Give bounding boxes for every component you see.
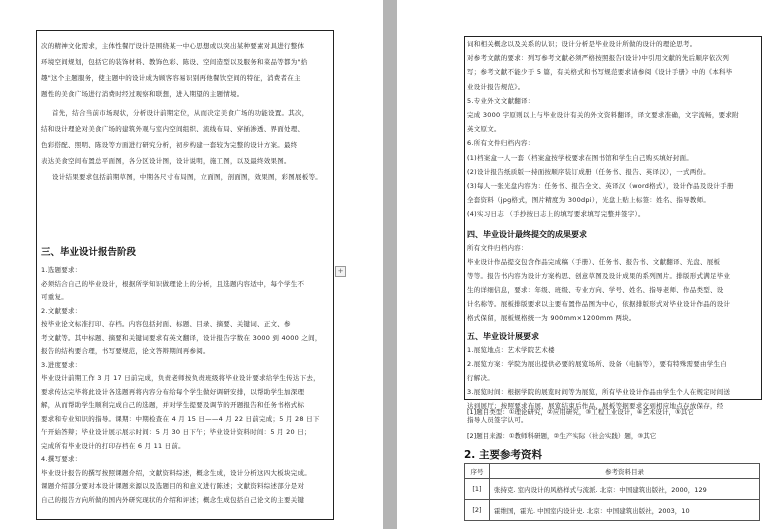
body-text-line: 英文原文。 bbox=[467, 125, 501, 134]
table-header-num: 序号 bbox=[465, 464, 490, 479]
body-text-line: 对参考文献的要求：列写参考文献必须严格按照报告(设计)中引用文献的先后顺序依次列 bbox=[467, 54, 730, 63]
body-text-line: 行解决。 bbox=[467, 373, 494, 382]
table-row bbox=[465, 479, 760, 500]
body-text-line: 1.展览地点：艺术学院艺术楼 bbox=[467, 345, 555, 354]
table-header-row bbox=[465, 464, 760, 479]
body-text-line: 要求传达完毕将此设计各选题再将内容分布给每个学生做好调研安排，以帮助学生加深理 bbox=[41, 387, 305, 396]
document-page-left bbox=[0, 0, 383, 529]
body-text-line: 考文献等。其中标题、摘要和关键词要求有英文翻译，设计报告字数在 3000 到 4000 之间， bbox=[41, 333, 322, 342]
body-text-line: 必须结合自己的毕业设计，根据所学知识做理论上的分析，且选题内容适中，每个学生不 bbox=[41, 279, 305, 288]
table-header-title: 参考资料目录 bbox=[490, 464, 760, 479]
body-text-line: 格式保留，展板规格统一为 900mm×1200mm 两块。 bbox=[467, 313, 636, 322]
body-text-line: 5.专业外文文献翻译： bbox=[467, 96, 535, 105]
body-text-line: 词和相关概念以及关系的认识；设计分析是毕业设计所做的设计的理论思考。 bbox=[467, 40, 697, 48]
option-topic-type: [1]题目类型：①理论研究，②应用研究，③工程工业设计，④艺术设计，⑤其它 bbox=[467, 408, 694, 416]
body-text-line: 午开始答辩；毕业设计展示展示时间：5 月 30 日下午；毕业设计资料时间：5 月 20 日； bbox=[41, 428, 311, 436]
body-text-line: 完成 3000 字原则以上与毕业设计有关的外文资料翻译，译文要求准确，文字流畅，要求附 bbox=[467, 111, 739, 119]
body-text-line: 按毕业论文标准打印、存档。内容包括封面、标题、目录、摘要、关键词、正文、参 bbox=[41, 320, 291, 328]
body-text-line: 1.选题要求： bbox=[41, 266, 82, 274]
body-text-line: 毕业设计前期工作 3 月 17 日前完成，负责老师按负责班级将毕业设计要求给学生传达下去， bbox=[41, 374, 320, 382]
body-text-line: 自己的报告方向所做的国内外研究现状的介绍和评述；概念生成包括自己论文的主要关键 bbox=[41, 495, 305, 504]
body-text-line: 结和设计理论对美食广场的建筑外观与室内空间组织、流线布局、穿插渗透、界面处理、 bbox=[41, 125, 305, 133]
body-text-line: 首先，结合当前市场现状，分析设计前期定位，从而决定美食广场的功能设置。其次， bbox=[52, 109, 309, 117]
body-text-line: 设计结果要求包括前期草图，中期各尺寸布局图，立面图，剖面图，效果图，彩图展板等。 bbox=[52, 173, 322, 181]
page-expand-handle[interactable]: + bbox=[335, 266, 346, 277]
body-text-line: 环境空间规划，包括它的装饰材料、教饰色彩、陈设、空间造型以及服务和菜品等都为"拾 bbox=[41, 58, 308, 66]
body-text-line: 解，从而帮助学生顺利完成自己的选题，并对学生提要及调节的开题报告和任务书格式标 bbox=[41, 401, 305, 409]
ref-num: [2] bbox=[465, 500, 490, 521]
section-heading: 五、毕业设计展要求 bbox=[467, 331, 539, 341]
document-page-right bbox=[397, 0, 780, 529]
body-text-line: 2.展览方案：学院为展出提供必要的展览场所、设备（电脑等），要有特殊需要由学生自 bbox=[467, 359, 727, 368]
option-topic-source: [2]题目来源：①教师科研题，②生产实际（社会实践）题，③其它 bbox=[467, 432, 657, 440]
section-heading: 三、毕业设计报告阶段 bbox=[41, 247, 137, 258]
body-text-line: 毕业设计作品提交包含作品完成稿（手册）、任务书、报告书、文献翻译、光盘、展板 bbox=[467, 257, 721, 266]
body-text-line: 题性的美食广场进行消费时经过观察和联想，进入期望的主题情境。 bbox=[41, 90, 244, 98]
references-heading: 2. 主要参考资料 bbox=[464, 449, 542, 461]
page-gap bbox=[383, 0, 397, 529]
body-text-line: 2.文献要求： bbox=[41, 306, 82, 315]
ref-num: [1] bbox=[465, 479, 490, 500]
body-text-line: (1)档案盒一人一套（档案盒按学校要求在图书馆和学生自己购买填好封面。 bbox=[467, 153, 693, 162]
body-text-line: 3.展览时间：根据学院的展览时间等为展览，所有毕业设计作品由学生个人在规定时间送 bbox=[467, 387, 731, 396]
body-text-line: (2)设计报告纸质版一持面按顺序装订成册（任务书、报告、英译汉），一式两份。 bbox=[467, 167, 710, 176]
body-text-line: (3)每人一张光盘内容为：任务书、报告全文、英译汉（word格式），设计作品及设计手册 bbox=[467, 182, 734, 190]
body-text-line: 指导人员签字认可。 bbox=[467, 415, 528, 424]
body-text-line: 所有文件归档内容： bbox=[467, 243, 528, 252]
body-text-line: 完成所有毕业设计的打印存档在 6 月 11 日前。 bbox=[41, 441, 185, 450]
body-text-line: 要求和专业知识的指导。课期：中期检查在 4 月 15 日——4 月 22 日前完成；5 月 28 日下 bbox=[41, 414, 320, 423]
body-text-line: 生的详细信息，要求：年级、班级、专业方向、学号、姓名、指导老师、作品类型、设 bbox=[467, 285, 724, 294]
body-text-line: 毕业设计报告的撰写按照课题介绍，文献资料综述，概念生成，设计分析这四大板块完成。 bbox=[41, 468, 311, 477]
body-text-line: (4)实习日志 （手抄按日志上的填写要求填写完整并签字）。 bbox=[467, 210, 645, 219]
body-text-line: 报告的结构要合理，书写要规范，论文答辩期间再参阅。 bbox=[41, 347, 210, 355]
body-text-line: 达到展厅；按照要求布展，展览结束后作品、展板等据要求交到相应地点存放保存，经 bbox=[467, 401, 724, 410]
references-table bbox=[464, 463, 760, 521]
body-text-line: 6.所有文件归档内容： bbox=[467, 139, 535, 148]
body-text-line: 3.进度要求： bbox=[41, 360, 82, 369]
body-text-line: 计名称等。展板排版要求以主要布置作品图为中心，依据排版形式对毕业设计作品的设计 bbox=[467, 299, 731, 308]
body-text-line: 色彩搭配、照明、陈设等方面进行研究分析，初步构建一套较为完整的设计方案。最终 bbox=[41, 141, 298, 149]
section-heading: 四、毕业设计最终提交的成果要求 bbox=[467, 229, 587, 239]
body-text-line: 表达美食空间布置总平面图，各分区设计图，设计说明，施工图，以及最终效果图。 bbox=[41, 157, 291, 165]
body-text-line: 课题介绍部分要对本设计课题来源以及选题目的和意义进行陈述；文献资料综述部分是对 bbox=[41, 482, 305, 490]
body-text-line: 4.撰写要求： bbox=[41, 455, 82, 463]
ref-text: 霍维国，霍光. 中国室内设计史. 北京：中国建筑出版社，2003，10 bbox=[490, 500, 760, 521]
body-text-line: 业设计报告规范》。 bbox=[467, 82, 525, 91]
table-row bbox=[465, 500, 760, 521]
body-text-line: 全套资料（jpg格式，图片精度为 300dpi），光盘上贴上标签：姓名、指导教师。 bbox=[467, 196, 711, 205]
body-text-line: 趣"这个主题服务，使主题中的设计成为顾客容易识别再他餐饮空间的特征，消费者在主 bbox=[41, 74, 301, 82]
ref-text: 张持克. 室内设计的风格样式与流派. 北京：中国建筑出版社，2000，129 bbox=[490, 479, 760, 500]
body-text-line: 等等。报告书内容为设计方案构思、创意草图及设计成果的系列图片。排版形式满足毕业 bbox=[467, 271, 731, 280]
body-text-line: 写；参考文献不能少于 5 篇，有关格式和书写规范要求请参阅《设计手册》中的《本科毕 bbox=[467, 68, 733, 77]
body-text-line: 次的精神文化需求，主体性餐厅设计是围绕某一中心思想或以突出某种要素对具进行整体 bbox=[41, 42, 305, 50]
body-text-line: 可重复。 bbox=[41, 293, 68, 301]
